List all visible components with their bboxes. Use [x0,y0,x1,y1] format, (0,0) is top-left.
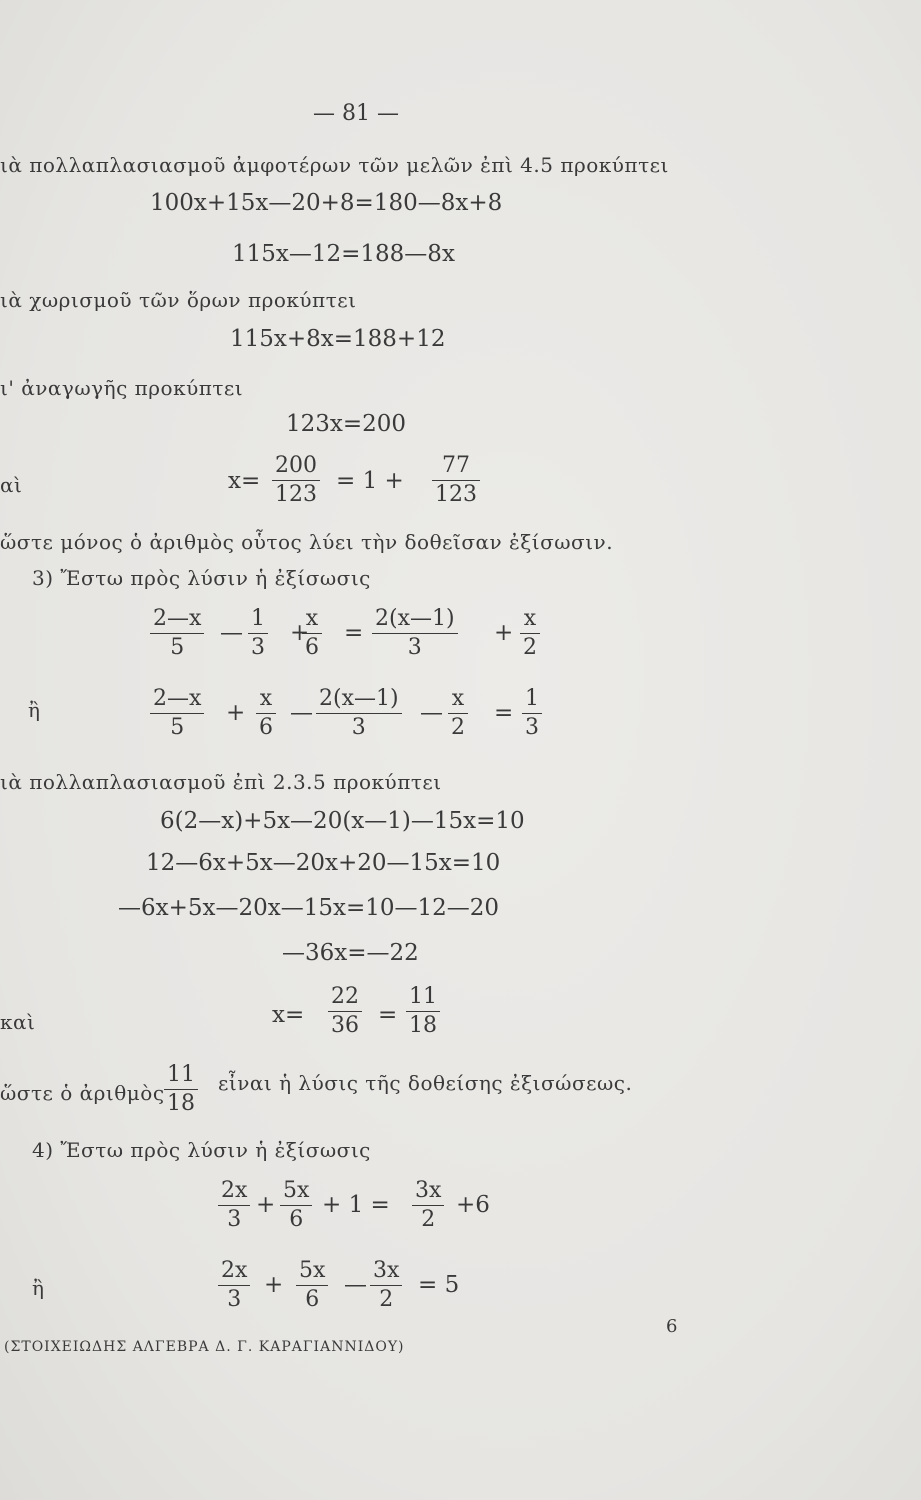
denominator: 18 [406,1011,440,1037]
equation-part: x= [272,1002,305,1028]
signature-mark: 6 [666,1316,678,1337]
operator: — [420,700,443,726]
equation: —36x=—22 [282,940,419,966]
numerator: x [523,606,537,631]
operator: +6 [456,1192,490,1218]
operator: + [290,620,310,646]
page-number: — 81 — [313,101,399,126]
operator: + 1 = [322,1192,390,1218]
numerator: x [451,686,465,711]
denominator: 2 [370,1285,402,1311]
denominator: 2 [520,633,540,659]
equation: 12—6x+5x—20x+20—15x=10 [146,850,501,876]
fraction [280,1180,312,1231]
equation-part: = 1 + [336,468,404,494]
fraction [256,688,276,739]
denominator: 3 [316,713,402,739]
fraction [522,688,542,739]
text-line: 4) Ἔστω πρὸς λύσιν ἡ ἐξίσωσις [32,1138,371,1162]
fraction [406,986,440,1037]
denominator: 123 [432,480,480,506]
fraction [328,986,362,1037]
numerator: 2x [221,1178,248,1203]
text-line: ὥστε μόνος ὁ ἀριθμὸς οὗτος λύει τὴν δοθεῖσαν ἐξίσωσιν. [0,530,614,554]
equation: —6x+5x—20x—15x=10—12—20 [118,895,500,921]
text-line: ὥστε ὁ ἀριθμὸς [0,1081,165,1105]
text-line: ι' ἀναγωγῆς προκύπτει [0,376,244,400]
denominator: 36 [328,1011,362,1037]
operator: — [220,620,243,646]
numerator: 2—x [153,606,202,631]
numerator: 3x [373,1258,400,1283]
denominator: 5 [150,633,204,659]
operator: = [344,620,364,646]
fraction [372,608,458,659]
numerator: 77 [442,453,470,478]
operator: + [264,1272,284,1298]
margin-word: ἢ [28,698,41,722]
numerator: 1 [525,686,539,711]
fraction [218,1260,250,1311]
numerator: 5x [299,1258,326,1283]
text-line: 3) Ἔστω πρὸς λύσιν ἡ ἐξίσωσις [32,566,371,590]
numerator: 11 [167,1062,195,1087]
operator: = [494,700,514,726]
numerator: 1 [251,606,265,631]
fraction [432,455,480,506]
fraction [272,455,320,506]
equation: 115x+8x=188+12 [230,326,446,352]
denominator: 6 [280,1205,312,1231]
fraction [302,608,322,659]
fraction [316,688,402,739]
fraction [248,608,268,659]
equation: 123x=200 [286,411,407,437]
fraction [370,1260,402,1311]
equation: 100x+15x—20+8=180—8x+8 [150,190,503,216]
numerator: 11 [409,984,437,1009]
numerator: 2—x [153,686,202,711]
operator: + [226,700,246,726]
fraction [448,688,468,739]
denominator: 6 [302,633,322,659]
denominator: 2 [412,1205,444,1231]
denominator: 123 [272,480,320,506]
denominator: 6 [256,713,276,739]
equation: 6(2—x)+5x—20(x—1)—15x=10 [160,808,525,834]
margin-word: ἢ [32,1276,45,1300]
numerator: 2(x—1) [375,606,455,631]
denominator: 18 [164,1089,198,1115]
denominator: 3 [372,633,458,659]
denominator: 3 [218,1285,250,1311]
operator: = 5 [418,1272,460,1298]
text-line: εἶναι ἡ λύσις τῆς δοθείσης ἐξισώσεως. [218,1071,633,1095]
margin-word: καὶ [0,1010,36,1034]
fraction [296,1260,328,1311]
numerator: 2x [221,1258,248,1283]
operator: — [344,1272,367,1298]
numerator: x [259,686,273,711]
operator: + [494,620,514,646]
numerator: 200 [275,453,317,478]
fraction [150,688,204,739]
text-line: ιὰ χωρισμοῦ τῶν ὅρων προκύπτει [0,288,357,312]
equation: 115x—12=188—8x [232,241,455,267]
denominator: 3 [218,1205,250,1231]
numerator: 5x [283,1178,310,1203]
margin-word: αὶ [0,473,23,497]
numerator: 22 [331,984,359,1009]
denominator: 5 [150,713,204,739]
numerator: x [305,606,319,631]
fraction [164,1064,198,1115]
operator: — [290,700,313,726]
fraction [412,1180,444,1231]
fraction [150,608,204,659]
denominator: 6 [296,1285,328,1311]
text-line: ιὰ πολλαπλασιασμοῦ ἐπὶ 2.3.5 προκύπτει [0,770,442,794]
denominator: 2 [448,713,468,739]
operator: = [378,1002,398,1028]
fraction [520,608,540,659]
denominator: 3 [248,633,268,659]
denominator: 3 [522,713,542,739]
fraction [218,1180,250,1231]
numerator: 2(x—1) [319,686,399,711]
operator: + [256,1192,276,1218]
equation-part: x= [228,468,261,494]
footer-book-title: (ΣΤΟΙΧΕΙΩΔΗΣ ΑΛΓΕΒΡΑ Δ. Γ. ΚΑΡΑΓΙΑΝΝΙΔΟΥ) [4,1339,405,1355]
numerator: 3x [415,1178,442,1203]
text-line: ιὰ πολλαπλασιασμοῦ ἀμφοτέρων τῶν μελῶν ἐπὶ 4.5 προκύπτει [0,153,669,177]
